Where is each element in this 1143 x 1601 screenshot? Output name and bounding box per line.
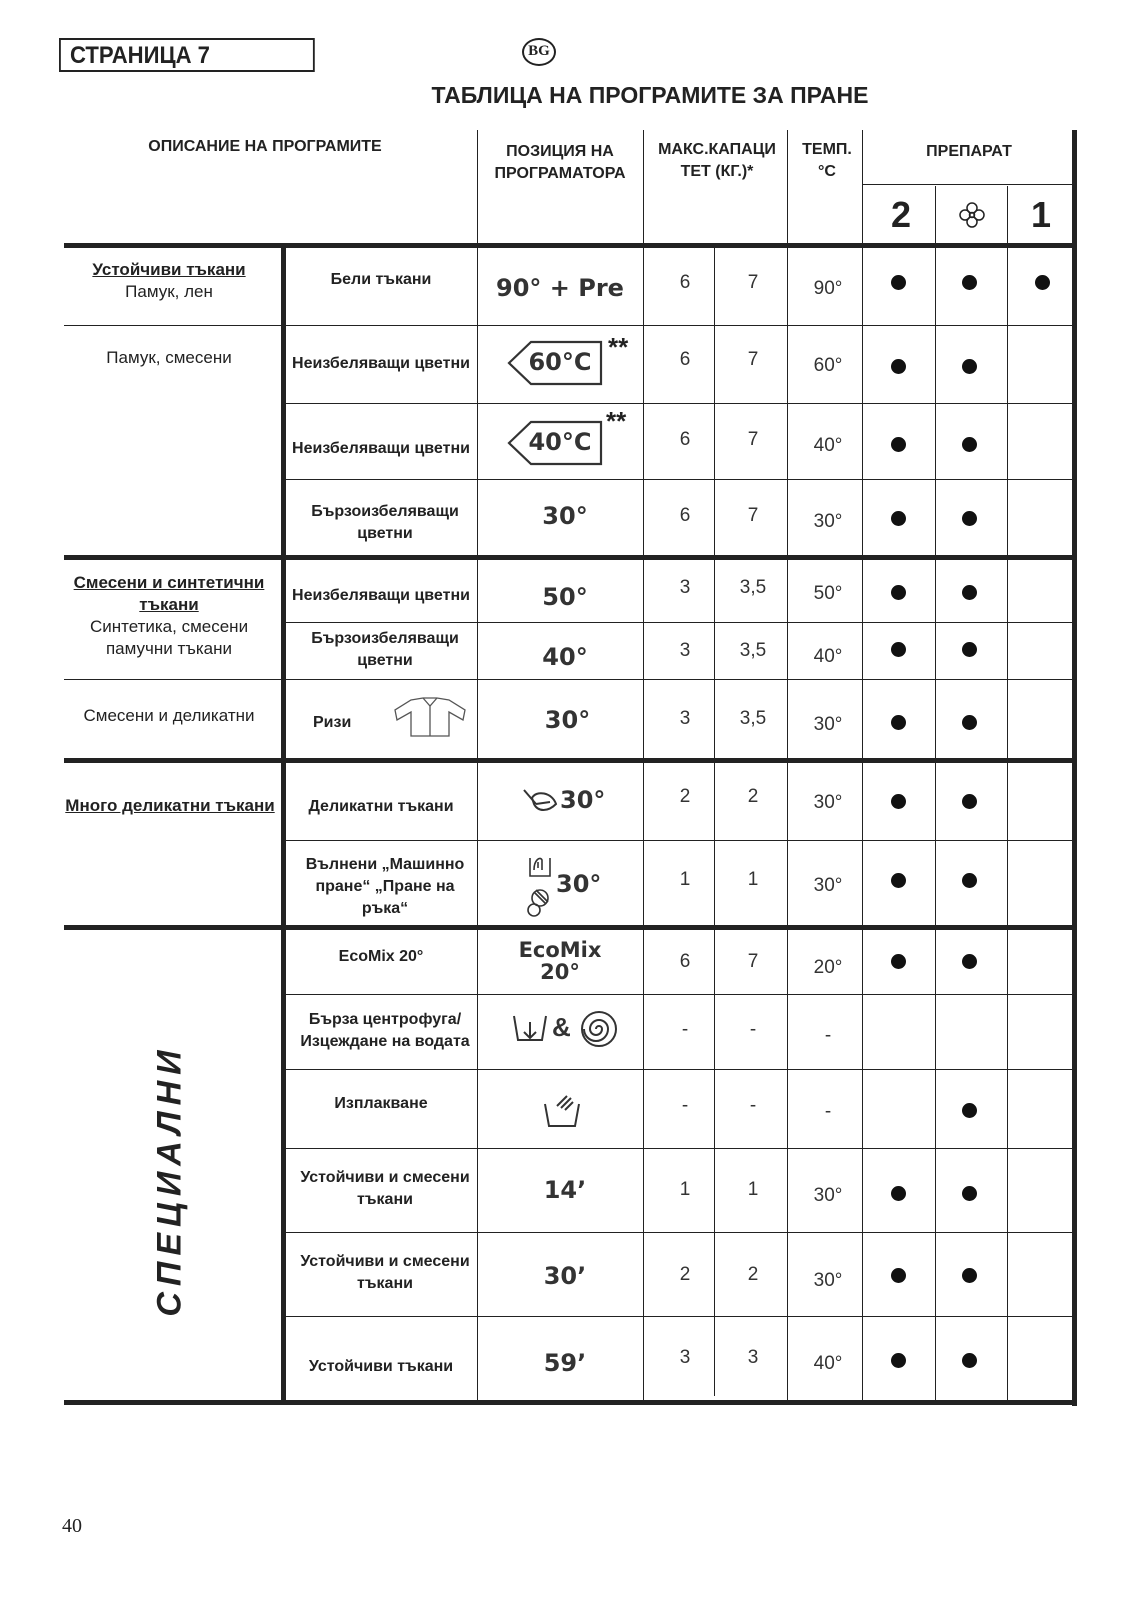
page-number: 40 xyxy=(62,1515,82,1537)
capacity-half-value: 2 xyxy=(747,786,759,807)
temperature-value: 60° xyxy=(813,355,843,376)
dial-position: 30° xyxy=(542,502,588,530)
capacity-value: 1 xyxy=(679,1179,691,1200)
and-sign: & xyxy=(552,1012,571,1042)
capacity-value: 6 xyxy=(679,349,691,370)
detergent-dot xyxy=(962,1186,977,1201)
detergent-dot xyxy=(891,954,906,969)
dial-position: 50° xyxy=(542,583,588,611)
ecomix-label: EcoMix 20° xyxy=(518,938,602,984)
detergent-dot xyxy=(962,954,977,969)
program-label: Устойчиви и смесени тъкани xyxy=(300,1169,470,1208)
temperature-value: 30° xyxy=(813,714,843,735)
capacity-value: - xyxy=(681,1019,689,1040)
capacity-value: 6 xyxy=(679,272,691,293)
flower-icon xyxy=(937,186,1007,244)
program-label: Ризи xyxy=(313,714,352,731)
category-title: Много деликатни тъкани xyxy=(65,796,275,815)
capacity-half-value: 2 xyxy=(747,1264,759,1285)
detergent-main-wash-header: 2 xyxy=(890,194,912,235)
category-synthetic xyxy=(64,570,274,662)
program-label: Бързоизбеляващи цветни xyxy=(311,503,459,542)
dial-position: 40° xyxy=(542,643,588,671)
temperature-value: 90° xyxy=(813,278,843,299)
capacity-value: 3 xyxy=(679,577,691,598)
detergent-dot xyxy=(891,1268,906,1283)
capacity-value: - xyxy=(681,1095,689,1116)
temperature-value: 20° xyxy=(813,957,843,978)
temperature-value: 30° xyxy=(813,875,843,896)
detergent-prewash-header: 1 xyxy=(1030,194,1052,235)
program-label: Бели тъкани xyxy=(330,271,432,288)
capacity-half-value: 3 xyxy=(747,1347,759,1368)
temperature-value: - xyxy=(824,1025,832,1046)
detergent-dot xyxy=(891,715,906,730)
category-resistant xyxy=(64,258,274,304)
capacity-half-value: 3,5 xyxy=(739,708,767,729)
category-title: СПЕЦИАЛНИ xyxy=(150,1043,189,1317)
temperature-value: 30° xyxy=(813,511,843,532)
program-label: Неизбеляващи цветни xyxy=(292,440,470,457)
capacity-half-value: 3,5 xyxy=(739,640,767,661)
detergent-dot xyxy=(962,1103,977,1118)
program-label: Неизбеляващи цветни xyxy=(292,587,470,604)
footnote-mark: ** xyxy=(608,332,629,362)
temperature-value: - xyxy=(824,1101,832,1122)
temperature-value: 40° xyxy=(813,1353,843,1374)
language-badge: BG xyxy=(522,38,556,66)
page-title: ТАБЛИЦА НА ПРОГРАМИТЕ ЗА ПРАНЕ xyxy=(431,82,869,108)
footnote-mark: ** xyxy=(606,406,627,436)
program-label: Бърза центрофуга/ Изцеждане на водата xyxy=(300,1011,470,1050)
detergent-dot xyxy=(962,1268,977,1283)
detergent-dot xyxy=(962,437,977,452)
program-label: Вълнени „Машинно пране“ „Пране на ръка“ xyxy=(305,856,465,917)
capacity-value: 3 xyxy=(679,640,691,661)
shirt-icon xyxy=(393,696,467,743)
col-header-description: ОПИСАНИЕ НА ПРОГРАМИТЕ xyxy=(148,138,382,155)
detergent-dot xyxy=(962,642,977,657)
capacity-half-value: - xyxy=(749,1019,757,1040)
capacity-half-value: - xyxy=(749,1095,757,1116)
category-special xyxy=(130,1040,210,1320)
detergent-dot xyxy=(891,794,906,809)
detergent-dot xyxy=(891,359,906,374)
detergent-dot xyxy=(891,642,906,657)
dial-position: 40°C xyxy=(528,428,592,456)
capacity-half-value: 1 xyxy=(747,1179,759,1200)
dial-position: 30° xyxy=(556,870,602,898)
detergent-dot xyxy=(962,873,977,888)
capacity-value: 2 xyxy=(679,786,691,807)
col-header-capacity: МАКС.КАПАЦИ ТЕТ (КГ.)* xyxy=(658,141,776,180)
detergent-dot xyxy=(891,511,906,526)
detergent-dot xyxy=(891,437,906,452)
capacity-value: 6 xyxy=(679,505,691,526)
temperature-value: 40° xyxy=(813,435,843,456)
spin-icon xyxy=(580,1010,618,1053)
category-title: Смесени и синтетични тъкани xyxy=(73,573,265,614)
detergent-dot xyxy=(891,1186,906,1201)
detergent-dot xyxy=(962,359,977,374)
dial-position: 60°C xyxy=(528,348,592,376)
temperature-value: 30° xyxy=(813,792,843,813)
detergent-dot xyxy=(1035,275,1050,290)
detergent-dot xyxy=(962,511,977,526)
dial-position: 30° xyxy=(544,706,591,734)
capacity-value: 1 xyxy=(679,869,691,890)
capacity-half-value: 7 xyxy=(747,505,759,526)
temperature-value: 40° xyxy=(813,646,843,667)
category-sub: Синтетика, смесени памучни тъкани xyxy=(89,617,249,658)
dial-position xyxy=(490,936,630,986)
detergent-dot xyxy=(962,275,977,290)
rinse-icon xyxy=(543,1090,581,1135)
category-mixed-delicate: Смесени и деликатни xyxy=(83,706,255,725)
capacity-half-value: 1 xyxy=(747,869,759,890)
dial-position: 59’ xyxy=(543,1349,587,1377)
program-label: EcoMix 20° xyxy=(338,948,424,965)
program-label: Устойчиви и смесени тъкани xyxy=(300,1253,470,1292)
drain-icon xyxy=(512,1012,548,1051)
capacity-half-value: 7 xyxy=(747,272,759,293)
capacity-half-value: 3,5 xyxy=(739,577,767,598)
program-label: Устойчиви тъкани xyxy=(308,1358,454,1375)
detergent-dot xyxy=(891,275,906,290)
detergent-dot xyxy=(891,873,906,888)
program-label: Деликатни тъкани xyxy=(308,798,454,815)
temperature-value: 50° xyxy=(813,583,843,604)
program-label: Изплакване xyxy=(334,1095,428,1112)
category-very-delicate xyxy=(64,794,276,818)
capacity-value: 3 xyxy=(679,708,691,729)
feather-icon xyxy=(520,786,560,825)
category-title: Устойчиви тъкани xyxy=(92,260,246,279)
wool-hand-wash-icon xyxy=(526,852,556,923)
category-sub: Памук, лен xyxy=(125,282,213,301)
dial-position: 30° xyxy=(560,786,606,814)
detergent-dot xyxy=(962,715,977,730)
detergent-dot xyxy=(962,1353,977,1368)
dial-position: 30’ xyxy=(543,1262,587,1290)
program-label: Неизбеляващи цветни xyxy=(292,355,470,372)
detergent-dot xyxy=(891,1353,906,1368)
capacity-half-value: 7 xyxy=(747,349,759,370)
temperature-value: 30° xyxy=(813,1270,843,1291)
detergent-dot xyxy=(962,794,977,809)
col-header-position: ПОЗИЦИЯ НА ПРОГРАМАТОРА xyxy=(494,143,626,182)
category-cotton-mixed: Памук, смесени xyxy=(106,348,232,367)
page-label: СТРАНИЦА 7 xyxy=(59,38,315,72)
dial-position: 14’ xyxy=(543,1176,587,1204)
detergent-dot xyxy=(962,585,977,600)
capacity-half-value: 7 xyxy=(747,951,759,972)
capacity-value: 2 xyxy=(679,1264,691,1285)
temperature-value: 30° xyxy=(813,1185,843,1206)
dial-position: 90° + Pre xyxy=(496,274,624,302)
detergent-dot xyxy=(891,585,906,600)
capacity-value: 6 xyxy=(679,951,691,972)
program-label: Бързоизбеляващи цветни xyxy=(311,630,459,669)
col-header-detergent: ПРЕПАРАТ xyxy=(926,143,1012,160)
capacity-half-value: 7 xyxy=(747,429,759,450)
col-header-temp: ТЕМП. °С xyxy=(802,141,852,180)
capacity-value: 6 xyxy=(679,429,691,450)
capacity-value: 3 xyxy=(679,1347,691,1368)
